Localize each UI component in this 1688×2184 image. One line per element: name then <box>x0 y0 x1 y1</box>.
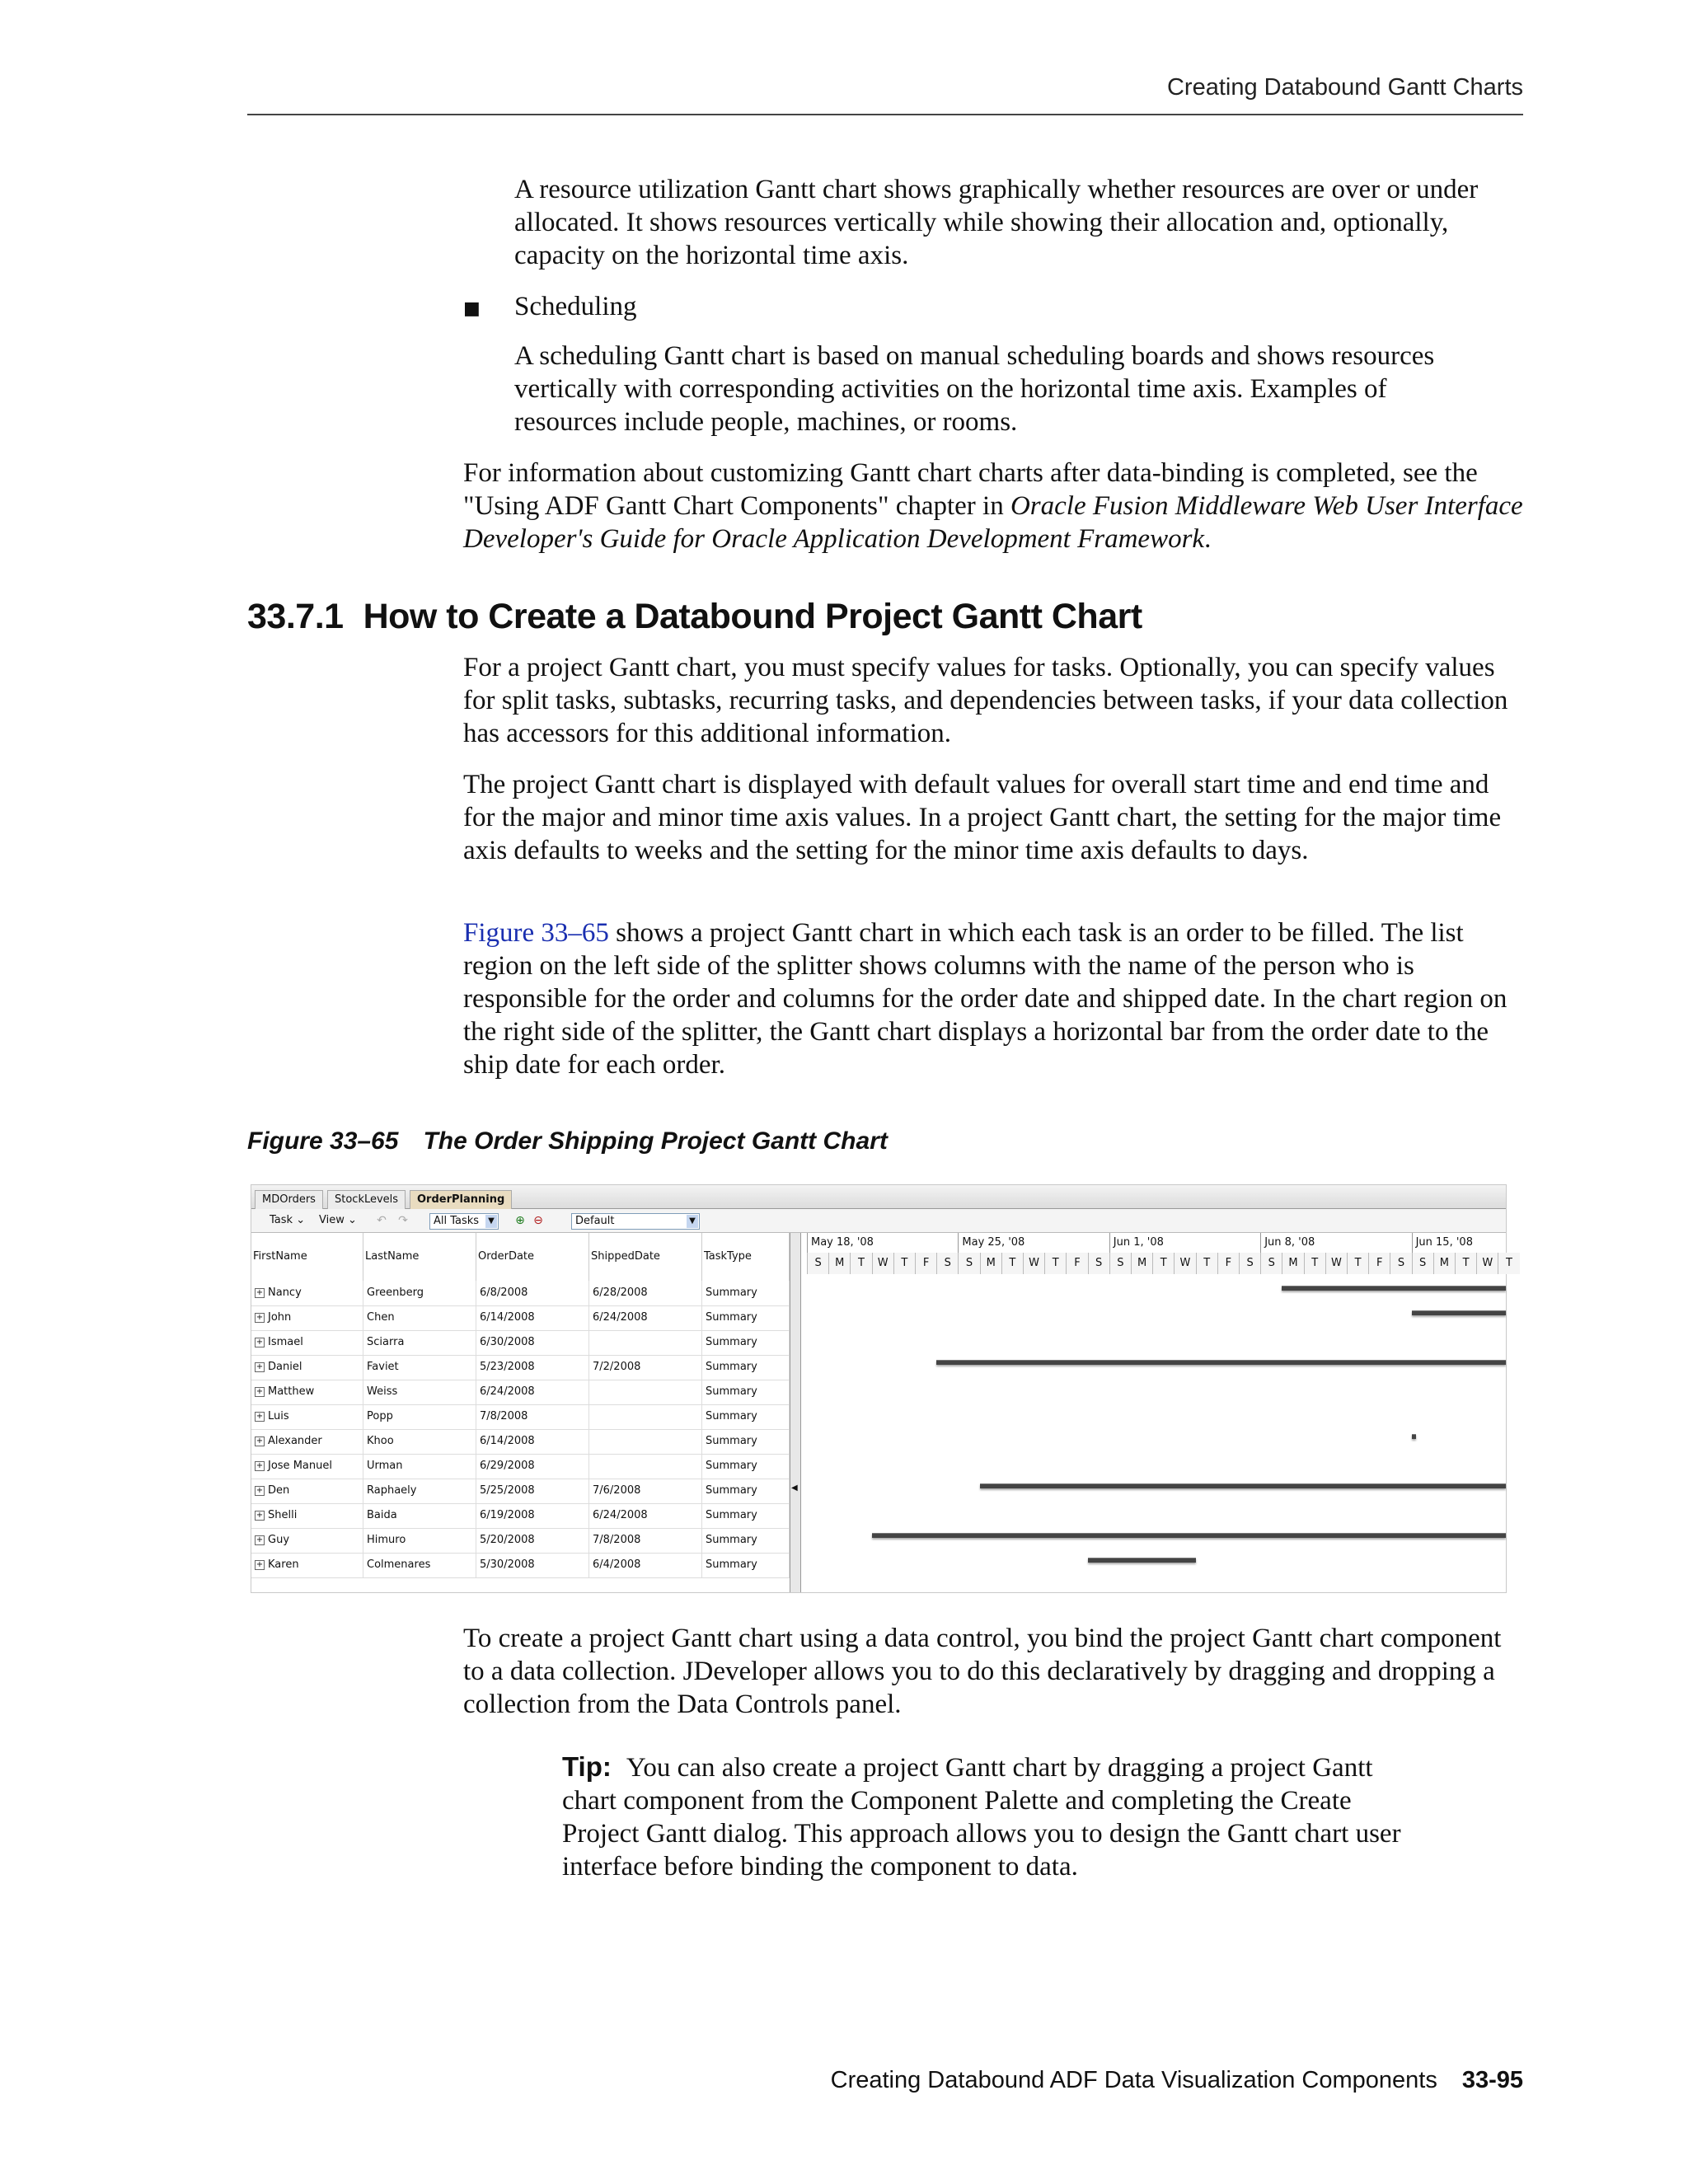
section-number: 33.7.1 <box>247 597 344 636</box>
gantt-chart-region <box>800 1233 1512 1592</box>
expand-icon[interactable]: + <box>256 1559 264 1569</box>
info-paragraph-end: . <box>1204 524 1212 554</box>
day-label: M <box>828 1253 850 1274</box>
table-cell-type <box>702 1404 790 1429</box>
day-label: W <box>1174 1253 1195 1274</box>
table-cell-type <box>702 1553 790 1577</box>
day-label: T <box>1347 1253 1368 1274</box>
table-cell-first <box>251 1281 363 1305</box>
task-filter-select[interactable] <box>429 1213 499 1230</box>
expand-icon[interactable]: + <box>256 1485 264 1495</box>
tab-mdorders[interactable]: MDOrders <box>255 1190 323 1209</box>
table-row[interactable] <box>251 1553 790 1578</box>
table-cell-order <box>476 1281 589 1305</box>
figure-label: Figure 33–65 <box>247 1127 399 1155</box>
gantt-task-bar[interactable] <box>1412 1310 1506 1315</box>
footer-chapter: Creating Databound ADF Data Visualization Components <box>830 2067 1437 2093</box>
day-label: S <box>1088 1253 1109 1274</box>
table-row[interactable] <box>251 1404 790 1430</box>
table-cell-first <box>251 1528 363 1553</box>
cell-text: Baida <box>367 1509 397 1521</box>
cell-text: 6/8/2008 <box>480 1286 528 1299</box>
week-label: May 25, '08 <box>958 1233 1109 1253</box>
day-label: F <box>915 1253 936 1274</box>
cell-text: Chen <box>367 1311 395 1324</box>
day-label: W <box>1325 1253 1347 1274</box>
cell-text: Alexander <box>268 1435 322 1447</box>
resource-utilization-paragraph: A resource utilization Gantt chart shows graphically whether resources are over or under allocated. It shows resources vertically while showing their allocation and, optionally, capacity on the horizontal time axis. <box>514 175 1479 270</box>
table-cell-last <box>363 1305 476 1330</box>
day-label: S <box>807 1253 828 1274</box>
section-paragraph-2: The project Gantt chart is displayed with default values for overall start time and end time and for the major and minor time axis values. In a project Gantt chart, the setting for the major time axis defaults to weeks and the setting for the minor time axis defaults to days. <box>463 770 1502 865</box>
table-cell-first <box>251 1355 363 1380</box>
cell-text: Summary <box>706 1410 757 1422</box>
cell-text: Matthew <box>268 1385 315 1398</box>
cell-text: 7/8/2008 <box>593 1534 641 1546</box>
cell-text: Shelli <box>268 1509 298 1521</box>
day-label: T <box>1152 1253 1174 1274</box>
cell-text: Summary <box>706 1558 757 1571</box>
collapse-arrow-icon[interactable]: ◀ <box>791 1483 798 1493</box>
gantt-task-bar[interactable] <box>872 1533 1506 1538</box>
expand-icon[interactable]: + <box>256 1436 264 1446</box>
table-cell-shipped <box>589 1479 702 1503</box>
cell-text: 6/24/2008 <box>593 1311 648 1324</box>
section-heading <box>247 597 1142 637</box>
chevron-down-icon: ▼ <box>687 1215 698 1228</box>
table-cell-last <box>363 1429 476 1454</box>
expand-icon[interactable]: + <box>256 1337 264 1347</box>
cell-text: Ismael <box>268 1336 303 1348</box>
cell-text: 6/24/2008 <box>593 1509 648 1521</box>
column-header-shippeddate[interactable]: ShippedDate <box>589 1233 702 1281</box>
zoom-in-icon[interactable]: ⊕ <box>515 1214 525 1227</box>
table-cell-first <box>251 1429 363 1454</box>
gantt-task-bar[interactable] <box>936 1360 1506 1365</box>
cell-text: Karen <box>268 1558 299 1571</box>
redo-icon[interactable]: ↷ <box>398 1214 408 1227</box>
expand-icon[interactable]: + <box>256 1535 264 1544</box>
gantt-task-bar[interactable] <box>980 1483 1506 1488</box>
gantt-list-region <box>251 1233 790 1592</box>
day-label: S <box>1109 1253 1131 1274</box>
table-row[interactable] <box>251 1503 790 1529</box>
table-cell-type <box>702 1503 790 1528</box>
tip-text: You can also create a project Gantt chart by dragging a project Gantt chart component from the Component Palette and completing the Create Project Gantt dialog. This approach allows you to design the Gantt chart user interface before binding the component to data. <box>562 1753 1401 1882</box>
page-number: 33-95 <box>1461 2067 1523 2093</box>
table-cell-type <box>702 1281 790 1305</box>
expand-icon[interactable]: + <box>256 1411 264 1421</box>
cell-text: John <box>268 1311 292 1324</box>
bullet-square-icon: ■ <box>463 298 481 319</box>
table-row[interactable] <box>251 1528 790 1554</box>
table-cell-first <box>251 1479 363 1503</box>
column-header-tasktype[interactable]: TaskType <box>702 1233 790 1281</box>
table-cell-shipped <box>589 1454 702 1479</box>
figure-caption <box>247 1127 888 1155</box>
view-menu[interactable]: View ⌄ <box>319 1214 357 1226</box>
expand-icon[interactable]: + <box>256 1460 264 1470</box>
table-cell-type <box>702 1305 790 1330</box>
day-label: S <box>958 1253 979 1274</box>
day-label: S <box>1390 1253 1411 1274</box>
cell-text: Summary <box>706 1534 757 1546</box>
cell-text: Luis <box>268 1410 289 1422</box>
cell-text: Urman <box>367 1460 403 1472</box>
day-label: T <box>1455 1253 1476 1274</box>
scheduling-paragraph: A scheduling Gantt chart is based on manual scheduling boards and shows resources vertically with corresponding activities on the horizontal time axis. Examples of resources include people, machines, or rooms. <box>514 341 1435 437</box>
table-cell-order <box>476 1380 589 1404</box>
cell-text: 6/19/2008 <box>480 1509 535 1521</box>
info-paragraph-text: For information about customizing Gantt chart charts after data-binding is completed, see the "Using ADF Gantt Chart Components" chapter in <box>463 458 1478 521</box>
table-cell-first <box>251 1404 363 1429</box>
table-row[interactable] <box>251 1454 790 1479</box>
table-cell-order <box>476 1355 589 1380</box>
table-cell-type <box>702 1479 790 1503</box>
cell-text: 7/2/2008 <box>593 1361 641 1373</box>
cell-text: 5/25/2008 <box>480 1484 535 1497</box>
day-label: S <box>1239 1253 1260 1274</box>
day-label: F <box>1066 1253 1087 1274</box>
table-cell-order <box>476 1429 589 1454</box>
cell-text: 6/4/2008 <box>593 1558 641 1571</box>
timescale-value: Default <box>575 1215 615 1227</box>
cell-text: Guy <box>268 1534 290 1546</box>
cell-text: Summary <box>706 1385 757 1398</box>
cell-text: Summary <box>706 1509 757 1521</box>
table-cell-last <box>363 1404 476 1429</box>
table-cell-shipped <box>589 1528 702 1553</box>
tip-box <box>562 1750 1419 1883</box>
cell-text: Den <box>268 1484 290 1497</box>
table-cell-order <box>476 1528 589 1553</box>
table-cell-first <box>251 1330 363 1355</box>
expand-icon[interactable]: + <box>256 1510 264 1520</box>
day-label: W <box>1476 1253 1498 1274</box>
table-cell-last <box>363 1479 476 1503</box>
cell-text: 5/23/2008 <box>480 1361 535 1373</box>
cell-text: Raphaely <box>367 1484 417 1497</box>
table-cell-first <box>251 1553 363 1577</box>
day-label: T <box>893 1253 915 1274</box>
table-cell-shipped <box>589 1380 702 1404</box>
cell-text: 5/20/2008 <box>480 1534 535 1546</box>
cell-text: Himuro <box>367 1534 406 1546</box>
column-header-firstname[interactable]: FirstName <box>251 1233 363 1281</box>
cell-text: Summary <box>706 1484 757 1497</box>
table-cell-last <box>363 1454 476 1479</box>
table-cell-type <box>702 1330 790 1355</box>
cell-text: Summary <box>706 1286 757 1299</box>
day-label: S <box>1260 1253 1282 1274</box>
day-label: M <box>1282 1253 1303 1274</box>
expand-icon[interactable]: + <box>256 1361 264 1371</box>
undo-icon[interactable]: ↶ <box>377 1214 387 1227</box>
cell-text: Daniel <box>268 1361 302 1373</box>
gantt-toolbar <box>251 1209 1506 1233</box>
table-cell-shipped <box>589 1503 702 1528</box>
table-cell-last <box>363 1528 476 1553</box>
cell-text: 6/29/2008 <box>480 1460 535 1472</box>
page-footer <box>831 2067 1523 2094</box>
table-cell-order <box>476 1503 589 1528</box>
cell-text: 6/28/2008 <box>593 1286 648 1299</box>
section-title: How to Create a Databound Project Gantt Chart <box>363 597 1142 636</box>
day-label: S <box>1412 1253 1433 1274</box>
table-cell-first <box>251 1454 363 1479</box>
cell-text: Faviet <box>367 1361 399 1373</box>
table-cell-last <box>363 1553 476 1577</box>
table-cell-shipped <box>589 1404 702 1429</box>
table-cell-last <box>363 1330 476 1355</box>
bullet-scheduling-label: Scheduling <box>514 292 637 321</box>
timescale-select[interactable] <box>571 1213 700 1230</box>
task-menu[interactable]: Task ⌄ <box>270 1214 306 1226</box>
table-cell-order <box>476 1553 589 1577</box>
table-cell-first <box>251 1503 363 1528</box>
task-filter-value: All Tasks <box>434 1215 480 1227</box>
day-label: T <box>850 1253 871 1274</box>
gantt-task-bar[interactable] <box>1412 1434 1416 1439</box>
table-cell-shipped <box>589 1305 702 1330</box>
week-label: Jun 1, '08 <box>1109 1233 1260 1253</box>
expand-icon[interactable]: + <box>256 1312 264 1322</box>
table-cell-order <box>476 1330 589 1355</box>
table-cell-last <box>363 1503 476 1528</box>
column-header-orderdate[interactable]: OrderDate <box>476 1233 589 1281</box>
tab-bar <box>251 1185 1506 1209</box>
cell-text: Nancy <box>268 1286 302 1299</box>
cell-text: Summary <box>706 1311 757 1324</box>
section-paragraph-1: For a project Gantt chart, you must specify values for tasks. Optionally, you can specify values for split tasks, subtasks, recurring tasks, and dependencies between tasks, if your data collection has accessors for this additional information. <box>463 653 1508 748</box>
day-label: T <box>1498 1253 1519 1274</box>
section-paragraph-3-text: shows a project Gantt chart in which each task is an order to be filled. The list region on the left side of the splitter shows columns with the name of the person who is responsible for the order and columns for the order date and shipped date. In the chart region on the right side of the splitter, the Gantt chart displays a horizontal bar from the order date to the ship date for each order. <box>463 918 1507 1080</box>
section-paragraph-3 <box>463 916 1526 1081</box>
day-label: M <box>1433 1253 1455 1274</box>
table-cell-shipped <box>589 1429 702 1454</box>
table-cell-first <box>251 1380 363 1404</box>
cell-text: 5/30/2008 <box>480 1558 535 1571</box>
figure-link[interactable]: Figure 33–65 <box>463 918 609 948</box>
running-header: Creating Databound Gantt Charts <box>1166 74 1523 101</box>
table-cell-order <box>476 1305 589 1330</box>
cell-text: Khoo <box>367 1435 394 1447</box>
cell-text: 6/24/2008 <box>480 1385 535 1398</box>
cell-text: Colmenares <box>367 1558 431 1571</box>
zoom-out-icon[interactable]: ⊖ <box>533 1214 543 1227</box>
table-cell-type <box>702 1528 790 1553</box>
book-title: Oracle Fusion Middleware Web User Interface Developer's Guide for Oracle Application Development Framework <box>463 491 1523 554</box>
week-label: Jun 15, '08 <box>1412 1233 1563 1253</box>
cell-text: Sciarra <box>367 1336 405 1348</box>
table-row[interactable] <box>251 1479 790 1504</box>
table-cell-type <box>702 1355 790 1380</box>
tab-stocklevels[interactable]: StockLevels <box>327 1190 406 1209</box>
table-cell-last <box>363 1281 476 1305</box>
table-cell-type <box>702 1429 790 1454</box>
cell-text: 6/30/2008 <box>480 1336 535 1348</box>
table-cell-shipped <box>589 1330 702 1355</box>
day-label: S <box>936 1253 958 1274</box>
day-label: F <box>1217 1253 1239 1274</box>
day-label: M <box>980 1253 1001 1274</box>
cell-text: 6/14/2008 <box>480 1435 535 1447</box>
table-cell-last <box>363 1380 476 1404</box>
expand-icon[interactable]: + <box>256 1287 264 1297</box>
week-label: May 18, '08 <box>807 1233 958 1253</box>
day-label: F <box>1368 1253 1390 1274</box>
cell-text: Summary <box>706 1361 757 1373</box>
cell-text: Popp <box>367 1410 393 1422</box>
cell-text: Jose Manuel <box>268 1460 332 1472</box>
table-cell-type <box>702 1454 790 1479</box>
day-label: T <box>1001 1253 1023 1274</box>
table-cell-shipped <box>589 1281 702 1305</box>
gantt-task-bar[interactable] <box>1088 1558 1196 1563</box>
gantt-task-bar[interactable] <box>1282 1286 1506 1291</box>
column-header-lastname[interactable]: LastName <box>363 1233 476 1281</box>
cell-text: Weiss <box>367 1385 398 1398</box>
day-label: W <box>872 1253 893 1274</box>
expand-icon[interactable]: + <box>256 1386 264 1396</box>
tab-orderplanning[interactable]: OrderPlanning <box>410 1190 512 1209</box>
table-row[interactable] <box>251 1380 790 1405</box>
day-label: T <box>1196 1253 1217 1274</box>
day-label: T <box>1044 1253 1066 1274</box>
day-label: M <box>1131 1253 1152 1274</box>
table-row[interactable] <box>251 1330 790 1356</box>
after-figure-paragraph: To create a project Gantt chart using a data control, you bind the project Gantt chart component to a data collection. JDeveloper allows you to do this declaratively by dragging and dropping a collection from the Data Controls panel. <box>463 1624 1502 1719</box>
table-row[interactable] <box>251 1305 790 1331</box>
table-cell-first <box>251 1305 363 1330</box>
splitter[interactable] <box>790 1233 801 1592</box>
tip-label: Tip: <box>562 1751 612 1782</box>
chevron-down-icon: ▼ <box>485 1215 497 1228</box>
table-row[interactable] <box>251 1429 790 1455</box>
cell-text: 6/14/2008 <box>480 1311 535 1324</box>
table-cell-order <box>476 1479 589 1503</box>
cell-text: 7/6/2008 <box>593 1484 641 1497</box>
figure-title: The Order Shipping Project Gantt Chart <box>423 1127 888 1155</box>
cell-text: Summary <box>706 1336 757 1348</box>
table-cell-shipped <box>589 1355 702 1380</box>
table-cell-type <box>702 1380 790 1404</box>
gantt-screenshot <box>251 1184 1512 1593</box>
table-row[interactable] <box>251 1281 790 1306</box>
cell-text: Greenberg <box>367 1286 424 1299</box>
header-rule <box>247 114 1523 115</box>
cell-text: 7/8/2008 <box>480 1410 528 1422</box>
table-cell-last <box>363 1355 476 1380</box>
day-label: W <box>1023 1253 1044 1274</box>
cell-text: Summary <box>706 1460 757 1472</box>
table-row[interactable] <box>251 1355 790 1380</box>
info-paragraph <box>463 457 1526 555</box>
day-label: T <box>1304 1253 1325 1274</box>
week-label: Jun 8, '08 <box>1260 1233 1411 1253</box>
table-cell-order <box>476 1454 589 1479</box>
cell-text: Summary <box>706 1435 757 1447</box>
table-cell-shipped <box>589 1553 702 1577</box>
table-cell-order <box>476 1404 589 1429</box>
